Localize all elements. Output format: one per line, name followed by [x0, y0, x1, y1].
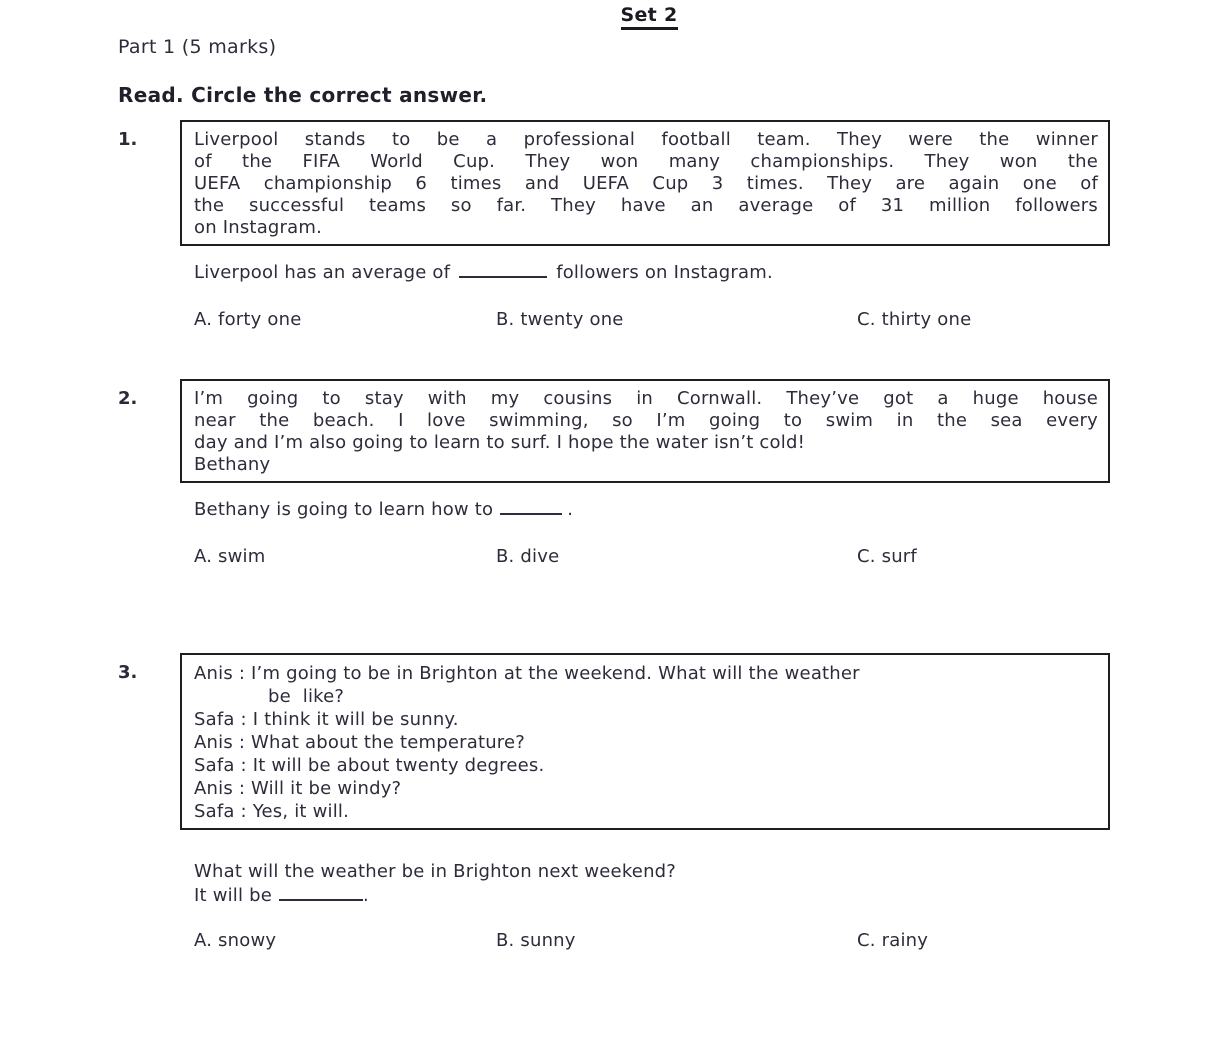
option-b: B. twenty one — [496, 309, 624, 330]
part-label: Part 1 (5 marks) — [118, 36, 277, 58]
passage-line: day and I’m also going to learn to surf. I hope the water isn’t cold! — [194, 432, 805, 453]
answer-blank — [279, 885, 363, 901]
passage-line: Liverpool stands to be a professional football team. They were the winner — [194, 129, 1098, 150]
passage-line: on Instagram. — [194, 217, 323, 238]
question-2-number: 2. — [118, 388, 138, 409]
prompt-line-2 — [194, 884, 1110, 908]
question-2-body — [180, 379, 1110, 567]
prompt-text-before: Bethany is going to learn how to — [194, 499, 494, 520]
dialogue-line: Anis : Will it be windy? — [194, 778, 402, 799]
passage-line: of the FIFA World Cup. They won many championships. They won the — [194, 151, 1098, 172]
question-1-body — [180, 120, 1110, 330]
question-3 — [118, 653, 1110, 951]
question-3-prompt — [194, 860, 1110, 908]
passage-line: near the beach. I love swimming, so I’m going to swim in the sea every — [194, 410, 1098, 431]
prompt-text-before: Liverpool has an average of — [194, 262, 451, 283]
dialogue-line: Anis : I’m going to be in Brighton at the weekend. What will the weather — [194, 663, 860, 684]
question-1-prompt — [194, 261, 1110, 285]
option-b: B. sunny — [496, 930, 576, 951]
instruction-heading: Read. Circle the correct answer. — [118, 83, 488, 107]
question-3-options — [194, 930, 1110, 951]
question-2-prompt — [194, 498, 1110, 522]
option-b: B. dive — [496, 546, 560, 567]
answer-blank — [459, 262, 547, 278]
question-3-number: 3. — [118, 662, 138, 683]
dialogue-line: be like? — [268, 686, 345, 707]
option-a: A. forty one — [194, 309, 302, 330]
passage-box-1 — [180, 120, 1110, 246]
passage-line: I’m going to stay with my cousins in Cornwall. They’ve got a huge house — [194, 388, 1098, 409]
dialogue-line: Safa : It will be about twenty degrees. — [194, 755, 545, 776]
question-3-body — [180, 653, 1110, 951]
question-2 — [118, 379, 1110, 567]
prompt-text-after: . — [363, 885, 369, 906]
prompt-text-after: followers on Instagram. — [556, 262, 773, 283]
title-row — [118, 4, 1110, 30]
question-1 — [118, 120, 1110, 330]
option-c: C. rainy — [857, 930, 929, 951]
question-1-options — [194, 309, 1110, 330]
prompt-text-after: . — [567, 499, 574, 520]
prompt-text-before: It will be — [194, 885, 273, 906]
option-c: C. surf — [857, 546, 917, 567]
question-2-options — [194, 546, 1110, 567]
answer-blank — [500, 499, 562, 515]
option-c: C. thirty one — [857, 309, 972, 330]
passage-box-3 — [180, 653, 1110, 830]
option-a: A. snowy — [194, 930, 277, 951]
dialogue-line: Anis : What about the temperature? — [194, 732, 526, 753]
passage-line: UEFA championship 6 times and UEFA Cup 3 times. They are again one of — [194, 173, 1098, 194]
passage-line: Bethany — [194, 454, 271, 475]
page-title: Set 2 — [621, 4, 678, 30]
dialogue-line: Safa : I think it will be sunny. — [194, 709, 459, 730]
dialogue-line: Safa : Yes, it will. — [194, 801, 350, 822]
option-a: A. swim — [194, 546, 266, 567]
passage-line: the successful teams so far. They have an average of 31 million followers — [194, 195, 1098, 216]
question-1-number: 1. — [118, 129, 138, 150]
prompt-line-1: What will the weather be in Brighton next weekend? — [194, 861, 677, 882]
passage-box-2 — [180, 379, 1110, 483]
